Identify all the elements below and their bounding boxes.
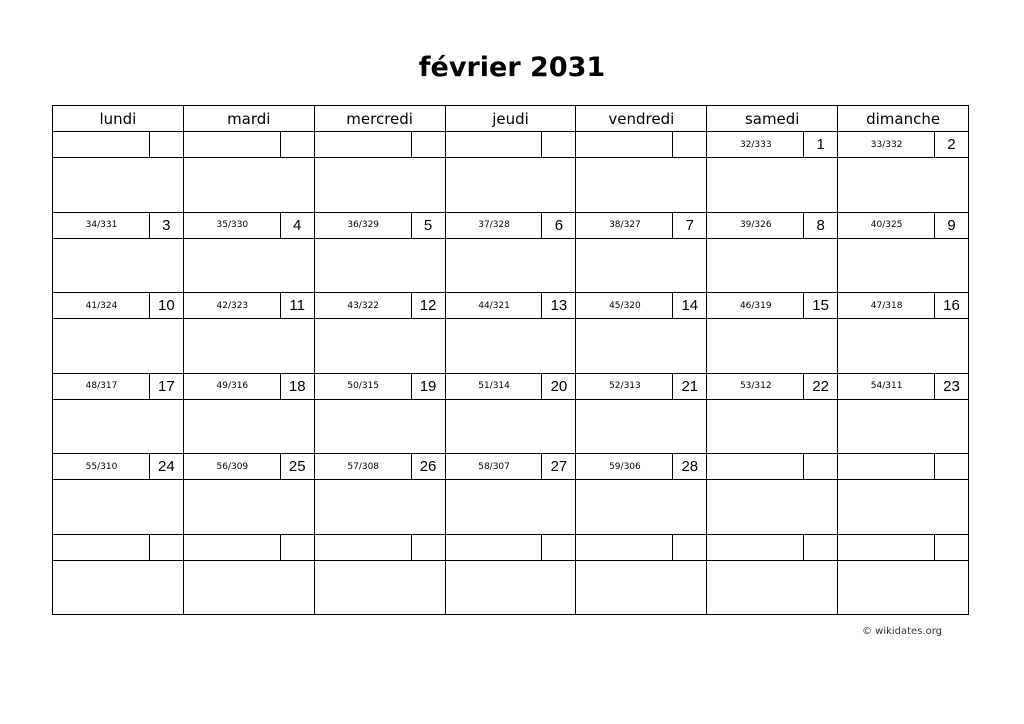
day-cell (707, 213, 838, 294)
week-day-of-year: 40/325 (870, 220, 903, 230)
week-day-of-year (707, 535, 804, 560)
day-number (541, 535, 575, 560)
day-cell-header (446, 132, 576, 158)
day-cell (838, 535, 969, 616)
day-cell (446, 454, 577, 535)
week-day-of-year (315, 535, 412, 560)
week-day-of-year: 55/310 (85, 461, 118, 472)
day-cell (315, 293, 446, 374)
day-cell-header (315, 374, 445, 400)
day-number: 17 (149, 374, 183, 399)
week-day-of-year (315, 132, 412, 157)
day-number: 24 (149, 454, 183, 479)
day-number (149, 535, 183, 560)
week-day-of-year: 50/315 (347, 381, 380, 391)
day-number (934, 535, 968, 560)
day-cell (315, 454, 446, 535)
day-cell-header (838, 535, 968, 561)
day-cell (446, 132, 577, 213)
week-day-of-year (838, 535, 935, 560)
day-cell-header (53, 213, 183, 239)
day-number: 4 (280, 213, 314, 238)
day-cell (446, 293, 577, 374)
day-cell-header (707, 132, 837, 158)
day-cell (838, 454, 969, 535)
day-number (803, 535, 837, 560)
day-cell (707, 535, 838, 616)
day-cell-header (707, 535, 837, 561)
day-number: 22 (803, 374, 837, 399)
day-number: 16 (934, 293, 968, 318)
day-cell-header (838, 374, 968, 400)
week-day-of-year: 59/306 (609, 461, 641, 472)
day-number: 3 (149, 213, 183, 238)
week-day-of-year: 41/324 (85, 300, 118, 311)
day-number: 20 (541, 374, 575, 399)
day-cell-header (315, 132, 445, 158)
day-number: 5 (411, 213, 445, 238)
day-cell-header (446, 535, 576, 561)
day-number (411, 535, 445, 560)
day-number: 10 (149, 293, 183, 318)
day-cell (576, 374, 707, 455)
week-day-of-year (53, 132, 150, 157)
day-cell (838, 213, 969, 294)
day-cell (576, 535, 707, 616)
week-day-of-year: 51/314 (478, 381, 510, 391)
day-cell-header (53, 293, 183, 319)
day-number: 2 (934, 132, 968, 157)
week-day-of-year (184, 132, 281, 157)
day-number (934, 454, 968, 479)
week-day-of-year (707, 454, 804, 479)
day-cell (315, 374, 446, 455)
day-cell-header (576, 535, 706, 561)
day-cell (576, 213, 707, 294)
day-number (803, 454, 837, 479)
week-day-of-year: 57/308 (347, 461, 380, 472)
day-cell-header (838, 132, 968, 158)
day-cell-header (184, 132, 314, 158)
day-cell-header (446, 454, 576, 480)
day-cell-header (184, 374, 314, 400)
day-cell-header (315, 293, 445, 319)
week-day-of-year (576, 132, 673, 157)
day-cell (576, 293, 707, 374)
day-cell-header (446, 213, 576, 239)
day-cell (315, 132, 446, 213)
day-number: 19 (411, 374, 445, 399)
week-day-of-year (53, 535, 150, 560)
week-day-of-year (446, 535, 543, 560)
day-number: 8 (803, 213, 837, 238)
day-cell-header (707, 374, 837, 400)
day-cell (53, 374, 184, 455)
day-number: 15 (803, 293, 837, 318)
day-cell-header (838, 213, 968, 239)
day-cell (446, 374, 577, 455)
day-cell (446, 213, 577, 294)
day-cell-header (446, 374, 576, 400)
day-cell-header (707, 454, 837, 480)
week-day-of-year (184, 535, 281, 560)
week-day-of-year: 54/311 (870, 381, 903, 391)
day-cell-header (315, 454, 445, 480)
day-cell-header (838, 454, 968, 480)
day-number: 9 (934, 213, 968, 238)
day-cell-header (707, 213, 837, 239)
day-cell (315, 535, 446, 616)
day-cell (184, 132, 315, 213)
day-cell (184, 213, 315, 294)
week-day-of-year: 39/326 (739, 220, 772, 230)
weekday-header-mardi: mardi (184, 106, 315, 132)
week-day-of-year: 52/313 (609, 381, 641, 391)
day-cell-header (838, 293, 968, 319)
day-number: 25 (280, 454, 314, 479)
week-day-of-year: 56/309 (216, 461, 249, 472)
weekday-header-samedi: samedi (707, 106, 838, 132)
day-number: 21 (672, 374, 706, 399)
week-day-of-year: 53/312 (739, 381, 772, 391)
day-number: 27 (541, 454, 575, 479)
day-cell-header (446, 293, 576, 319)
day-cell (184, 374, 315, 455)
day-number (672, 535, 706, 560)
day-cell (576, 132, 707, 213)
day-number: 26 (411, 454, 445, 479)
week-day-of-year: 32/333 (739, 139, 772, 150)
day-number (149, 132, 183, 157)
day-cell-header (315, 535, 445, 561)
page-title: février 2031 (418, 52, 606, 83)
day-cell-header (576, 454, 706, 480)
week-day-of-year: 58/307 (478, 461, 510, 472)
day-cell (838, 374, 969, 455)
day-number: 11 (280, 293, 314, 318)
day-number: 28 (672, 454, 706, 479)
day-cell (576, 454, 707, 535)
day-number: 13 (541, 293, 575, 318)
week-day-of-year: 35/330 (216, 220, 249, 230)
weekday-header-vendredi: vendredi (576, 106, 707, 132)
day-cell-header (53, 535, 183, 561)
day-cell-header (184, 454, 314, 480)
copyright-footer: © wikidates.org (861, 626, 942, 637)
day-cell-header (576, 293, 706, 319)
week-day-of-year: 44/321 (478, 300, 510, 311)
week-day-of-year: 36/329 (347, 220, 380, 230)
week-day-of-year: 45/320 (609, 300, 641, 311)
week-day-of-year: 42/323 (216, 300, 249, 311)
day-cell (707, 132, 838, 213)
day-number (280, 132, 314, 157)
day-number (411, 132, 445, 157)
week-day-of-year: 47/318 (870, 300, 903, 311)
day-cell-header (184, 213, 314, 239)
week-day-of-year: 33/332 (870, 139, 903, 150)
day-cell-header (53, 374, 183, 400)
day-cell-header (53, 132, 183, 158)
day-cell-header (315, 213, 445, 239)
week-day-of-year: 34/331 (85, 220, 118, 230)
week-day-of-year (446, 132, 543, 157)
week-day-of-year: 48/317 (85, 381, 118, 391)
calendar-grid (52, 105, 969, 615)
day-cell (315, 213, 446, 294)
day-number (672, 132, 706, 157)
day-number: 6 (541, 213, 575, 238)
day-cell (446, 535, 577, 616)
day-cell (838, 132, 969, 213)
day-cell (53, 213, 184, 294)
week-day-of-year: 37/328 (478, 220, 510, 230)
day-cell-header (576, 213, 706, 239)
day-cell (184, 454, 315, 535)
day-cell-header (184, 535, 314, 561)
day-cell-header (576, 374, 706, 400)
week-day-of-year (576, 535, 673, 560)
day-number: 12 (411, 293, 445, 318)
week-day-of-year (838, 454, 935, 479)
day-cell (53, 132, 184, 213)
day-cell (184, 535, 315, 616)
day-number: 14 (672, 293, 706, 318)
weekday-header-mercredi: mercredi (315, 106, 446, 132)
day-cell (53, 535, 184, 616)
day-cell-header (707, 293, 837, 319)
week-day-of-year: 43/322 (347, 300, 380, 311)
week-day-of-year: 46/319 (739, 300, 772, 311)
day-number (280, 535, 314, 560)
weekday-header-jeudi: jeudi (446, 106, 577, 132)
day-cell (184, 293, 315, 374)
week-day-of-year: 49/316 (216, 381, 249, 391)
day-number: 7 (672, 213, 706, 238)
day-cell-header (184, 293, 314, 319)
day-number: 1 (803, 132, 837, 157)
weekday-header-dimanche: dimanche (838, 106, 969, 132)
day-number: 18 (280, 374, 314, 399)
day-cell (53, 454, 184, 535)
week-day-of-year: 38/327 (609, 220, 641, 230)
day-number: 23 (934, 374, 968, 399)
day-cell (838, 293, 969, 374)
day-cell (707, 374, 838, 455)
day-cell (707, 293, 838, 374)
day-cell-header (53, 454, 183, 480)
weekday-header-lundi: lundi (53, 106, 184, 132)
day-cell (53, 293, 184, 374)
day-number (541, 132, 575, 157)
day-cell-header (576, 132, 706, 158)
day-cell (707, 454, 838, 535)
